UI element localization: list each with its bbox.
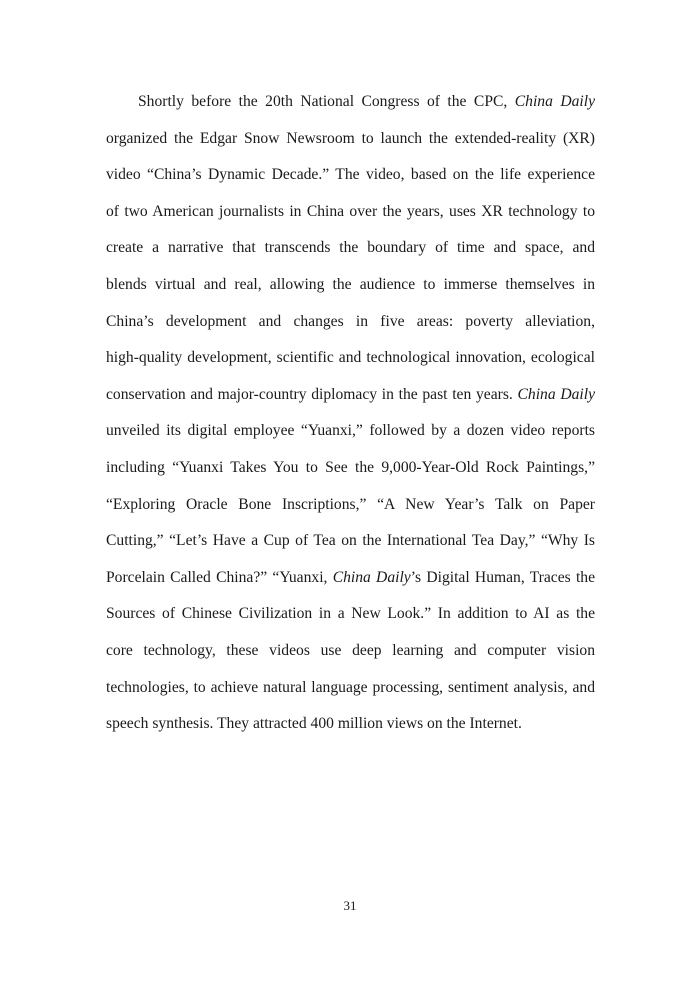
text-line: Shortly before the 20th National Congress of the CPC, China Daily [138, 93, 595, 110]
text-line: Porcelain Called China?” “Yuanxi, China Daily’s Digital Human, Traces the [106, 568, 595, 586]
text-line: Sources of Chinese Civilization in a New Look.” In addition to AI as the [106, 605, 595, 623]
text-line: core technology, these videos use deep learning and computer vision [106, 641, 595, 659]
text-line: including “Yuanxi Takes You to See the 9,000-Year-Old Rock Paintings,” [106, 458, 595, 476]
body-paragraph [106, 84, 595, 743]
text-line: unveiled its digital employee “Yuanxi,” followed by a dozen video reports [106, 422, 595, 440]
text-line: speech synthesis. They attracted 400 million views on the Internet. [106, 715, 522, 733]
text-line: video “China’s Dynamic Decade.” The video, based on the life experience [106, 166, 595, 184]
text-line: organized the Edgar Snow Newsroom to launch the extended-reality (XR) [106, 129, 595, 147]
text-line: blends virtual and real, allowing the audience to immerse themselves in [106, 275, 595, 293]
text-line: conservation and major-country diplomacy in the past ten years. China Daily [106, 385, 596, 403]
text-line: of two American journalists in China over the years, uses XR technology to [106, 202, 595, 220]
italic-publication-name: China Daily [517, 385, 596, 403]
text-line: “Exploring Oracle Bone Inscriptions,” “A New Year’s Talk on Paper [106, 495, 595, 513]
page-number: 31 [343, 898, 357, 913]
italic-publication-name: China Daily [514, 93, 595, 110]
italic-publication-name: China Daily [332, 568, 411, 586]
text-line: Cutting,” “Let’s Have a Cup of Tea on the International Tea Day,” “Why Is [106, 532, 595, 550]
text-line: technologies, to achieve natural language processing, sentiment analysis, and [106, 678, 595, 696]
text-line: high-quality development, scientific and technological innovation, ecological [106, 349, 595, 367]
text-line: create a narrative that transcends the boundary of time and space, and [106, 239, 595, 257]
text-line: China’s development and changes in five areas: poverty alleviation, [106, 312, 595, 330]
